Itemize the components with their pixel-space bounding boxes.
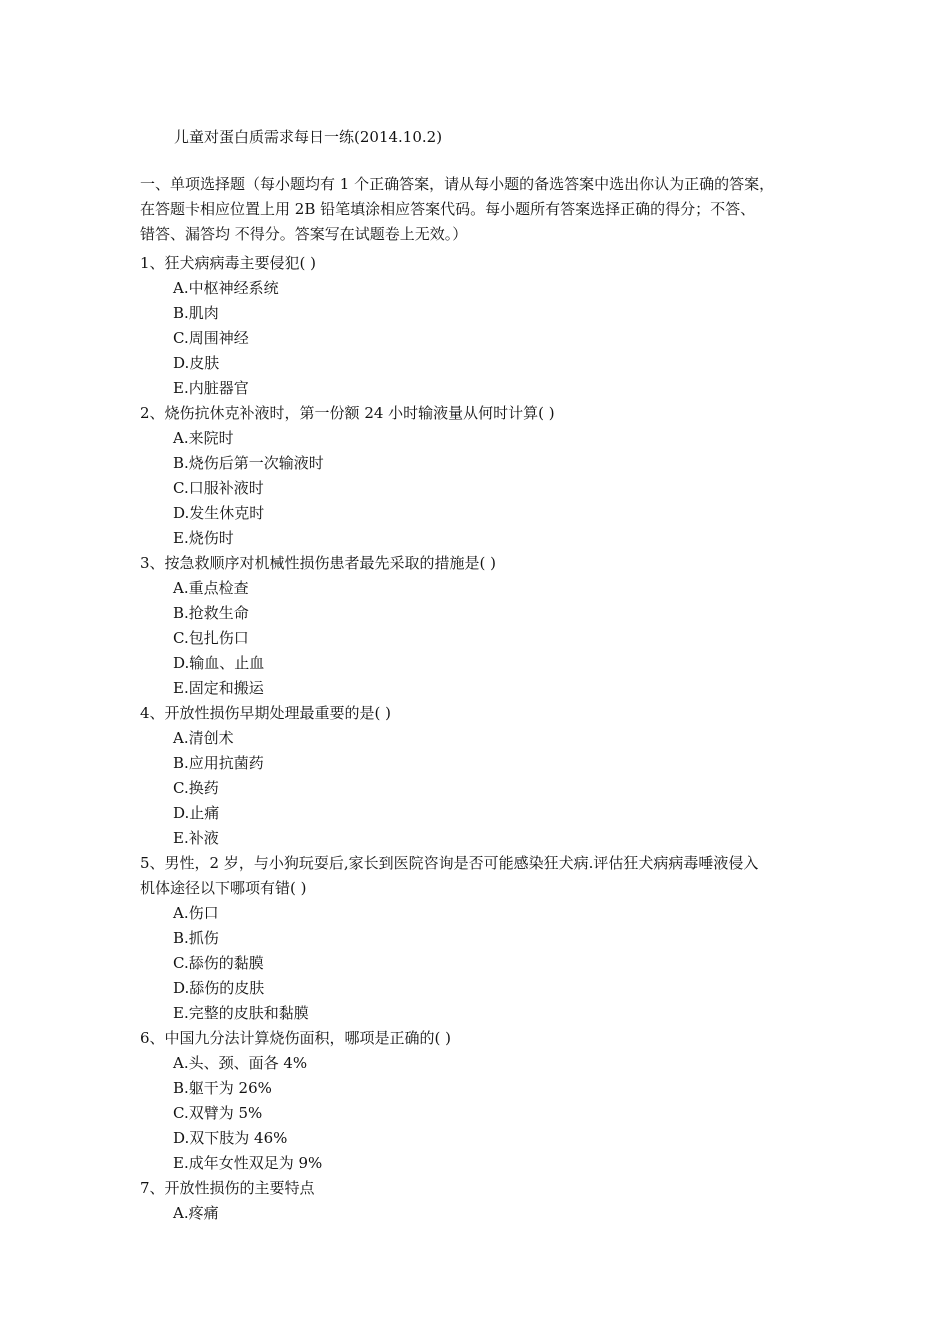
document-title: 儿童对蛋白质需求每日一练(2014.10.2) xyxy=(174,128,443,146)
answer-option: C.舔伤的黏膜 xyxy=(173,954,264,972)
question-stem: 1、狂犬病病毒主要侵犯( ) xyxy=(140,254,317,272)
answer-option: C.换药 xyxy=(173,779,219,797)
question-3 xyxy=(140,551,820,701)
instructions-line: 一、单项选择题（每小题均有 1 个正确答案，请从每小题的备选答案中选出你认为正确的答案， xyxy=(140,175,775,193)
question-1 xyxy=(140,251,820,401)
answer-option: A.疼痛 xyxy=(173,1204,219,1222)
question-list xyxy=(140,251,820,1226)
answer-option: E.内脏器官 xyxy=(173,379,249,397)
question-5 xyxy=(140,851,820,1026)
question-4 xyxy=(140,701,820,851)
answer-option: B.肌肉 xyxy=(173,304,219,322)
section-instructions xyxy=(140,172,816,247)
answer-option: D.止痛 xyxy=(173,804,220,822)
answer-option: A.中枢神经系统 xyxy=(173,279,279,297)
answer-option: B.应用抗菌药 xyxy=(173,754,264,772)
question-stem: 7、开放性损伤的主要特点 xyxy=(140,1179,315,1197)
answer-option: D.双下肢为 46% xyxy=(173,1129,288,1147)
question-7 xyxy=(140,1176,820,1226)
answer-option: B.抓伤 xyxy=(173,929,219,947)
answer-option: D.皮肤 xyxy=(173,354,220,372)
answer-option: E.完整的皮肤和黏膜 xyxy=(173,1004,309,1022)
instructions-line: 错答、漏答均 不得分。答案写在试题卷上无效。） xyxy=(140,225,468,243)
question-stem: 5、男性，2 岁，与小狗玩耍后,家长到医院咨询是否可能感染狂犬病.评估狂犬病病毒唾液侵入 xyxy=(140,854,759,872)
answer-option: D.发生休克时 xyxy=(173,504,265,522)
answer-option: A.清创术 xyxy=(173,729,234,747)
answer-option: C.周围神经 xyxy=(173,329,249,347)
answer-option: E.固定和搬运 xyxy=(173,679,264,697)
answer-option: B.躯干为 26% xyxy=(173,1079,272,1097)
answer-option: A.头、颈、面各 4% xyxy=(173,1054,308,1072)
question-2 xyxy=(140,401,820,551)
answer-option: A.来院时 xyxy=(173,429,234,447)
answer-option: B.烧伤后第一次输液时 xyxy=(173,454,324,472)
answer-option: E.补液 xyxy=(173,829,219,847)
question-6 xyxy=(140,1026,820,1176)
answer-option: E.烧伤时 xyxy=(173,529,234,547)
answer-option: D.舔伤的皮肤 xyxy=(173,979,265,997)
answer-option: C.包扎伤口 xyxy=(173,629,249,647)
answer-option: A.重点检查 xyxy=(173,579,249,597)
answer-option: A.伤口 xyxy=(173,904,219,922)
question-stem: 4、开放性损伤早期处理最重要的是( ) xyxy=(140,704,392,722)
answer-option: D.输血、止血 xyxy=(173,654,265,672)
answer-option: C.双臂为 5% xyxy=(173,1104,263,1122)
question-stem: 3、按急救顺序对机械性损伤患者最先采取的措施是( ) xyxy=(140,554,497,572)
answer-option: C.口服补液时 xyxy=(173,479,264,497)
question-stem-continuation: 机体途径以下哪项有错( ) xyxy=(140,879,307,897)
answer-option: E.成年女性双足为 9% xyxy=(173,1154,323,1172)
question-stem: 6、中国九分法计算烧伤面积，哪项是正确的( ) xyxy=(140,1029,452,1047)
question-stem: 2、烧伤抗休克补液时，第一份额 24 小时输液量从何时计算( ) xyxy=(140,404,555,422)
answer-option: B.抢救生命 xyxy=(173,604,249,622)
instructions-line: 在答题卡相应位置上用 2B 铅笔填涂相应答案代码。每小题所有答案选择正确的得分；不答、 xyxy=(140,200,756,218)
